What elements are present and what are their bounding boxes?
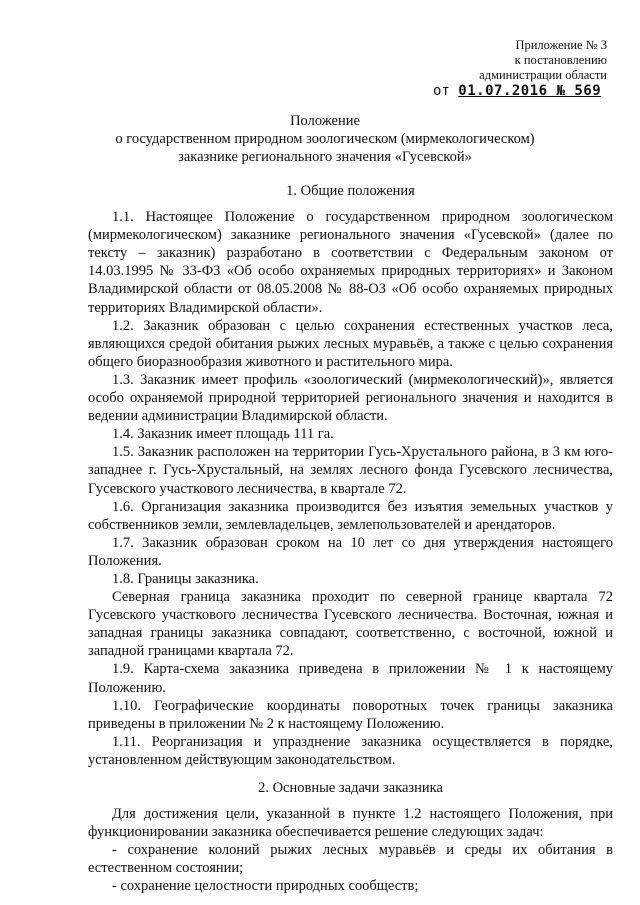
appendix-line: Приложение № 3 xyxy=(515,38,607,52)
section-heading: 1. Общие положения xyxy=(286,183,415,199)
paragraph: 1.7. Заказник образован сроком на 10 лет со дня утверждения настоящего Положения. xyxy=(88,534,613,569)
resolution-date xyxy=(433,83,601,99)
paragraph: Для достижения цели, указанной в пункте 1.2 настоящего Положения, при функционировании заказника обеспечивается решение следующих задач: xyxy=(88,806,613,841)
title-line: о государственном природном зоологическом (мирмекологическом) xyxy=(115,131,535,147)
paragraph: 1.3. Заказник имеет профиль «зоологический (мирмекологический)», является особо охраняемой природной территорией регионального значения и находится в ведении администрации Владимирской области. xyxy=(88,371,613,425)
title-line: Положение xyxy=(290,113,360,129)
paragraph: 1.5. Заказник расположен на территории Гусь-Хрустального района, в 3 км юго-западнее г. Гусь-Хрустальный, на землях лесного фонда Гусевского лесничества, Гусевского участкового лесничества, в квартале 72. xyxy=(88,444,613,497)
paragraph: 1.9. Карта-схема заказника приведена в приложении № 1 к настоящему Положению. xyxy=(88,661,613,696)
paragraph: 1.8. Границы заказника. xyxy=(112,570,259,587)
appendix-line: к постановлению xyxy=(514,53,607,67)
paragraph: - сохранение колоний рыжих лесных муравьёв и среды их обитания в естественном состоянии; xyxy=(88,842,613,877)
document-title xyxy=(60,112,590,166)
section-heading: 2. Основные задачи заказника xyxy=(258,780,443,796)
paragraph: - сохранение целостности природных сообществ; xyxy=(112,878,419,895)
paragraph: Северная граница заказника проходит по северной границе квартала 72 Гусевского участкового лесничества Гусевского лесничества. Восточная, южная и западная границы заказника совпадают, соответственно, с восточной, южной и западной границами квартала 72. xyxy=(88,589,613,660)
paragraph: 1.4. Заказник имеет площадь 111 га. xyxy=(112,426,334,443)
paragraph: 1.10. Географические координаты поворотных точек границы заказника приведены в приложении № 2 к настоящему Положению. xyxy=(88,697,613,732)
paragraph: 1.1. Настоящее Положение о государственном природном зоологическом (мирмекологическом) заказнике регионального значения «Гусевской» (далее по тексту – заказник) разработано в соответствии с Федеральным законом от 14.03.1995 № 33-ФЗ «Об особо охраняемых природных территориях» и Законом Владимирской области от 08.05.2008 № 88-ОЗ «Об особо охраняемых природных территориях Владимирской области». xyxy=(88,209,613,316)
appendix-header xyxy=(479,38,607,83)
date-stamp: 01.07.2016 № 569 xyxy=(458,83,602,99)
appendix-line: администрации области xyxy=(479,68,607,82)
paragraph: 1.11. Реорганизация и упразднение заказника осуществляется в порядке, установленном действующим законодательством. xyxy=(88,733,613,768)
title-line: заказнике регионального значения «Гусевской» xyxy=(178,149,472,165)
document-body xyxy=(88,176,613,896)
paragraph: 1.2. Заказник образован с целью сохранения естественных участков леса, являющихся средой обитания рыжих лесных муравьёв, а также с целью сохранения общего биоразнообразия животного и растительного мира. xyxy=(88,317,613,370)
paragraph: 1.6. Организация заказника производится без изъятия земельных участков у собственников земли, землевладельцев, землепользователей и арендаторов. xyxy=(88,498,613,533)
date-prefix: от xyxy=(433,83,450,99)
